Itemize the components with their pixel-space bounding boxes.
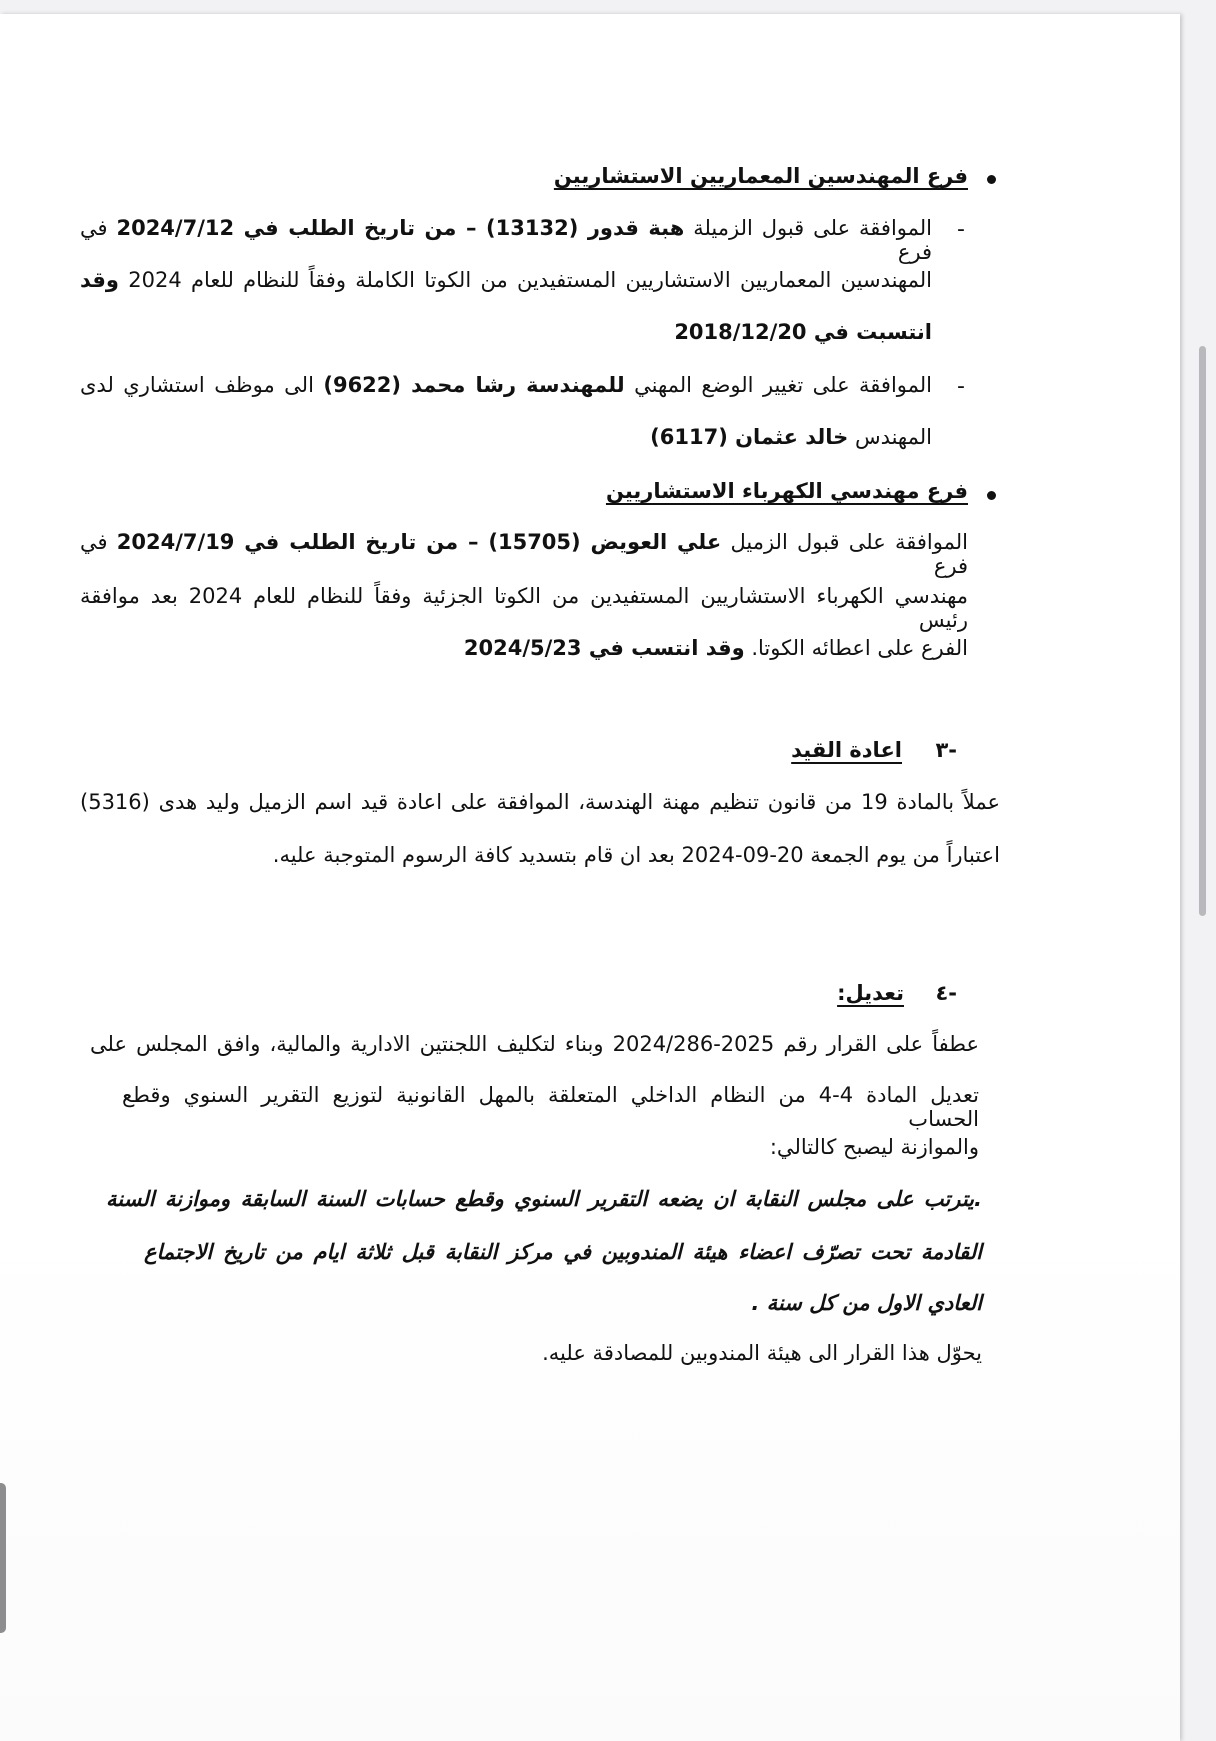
- section-4-line3: والموازنة ليصبح كالتالي:: [769, 1135, 979, 1159]
- arch-item1-line3: انتسبت في 2018/12/20: [674, 320, 932, 344]
- section-4-number: ٤-: [935, 981, 957, 1005]
- dash-icon: -: [957, 374, 965, 399]
- arch-item2-line2: المهندس خالد عثمان (6117): [650, 425, 932, 449]
- section-3-number: ٣-: [935, 738, 957, 762]
- elec-line3: الفرع على اعطائه الكوتا. وقد انتسب في 2024/5/23: [463, 636, 968, 660]
- arch-item1-line1: الموافقة على قبول الزميلة هبة قدور (13132) – من تاريخ الطلب في 2024/7/12 في فرع: [80, 216, 933, 264]
- bullet-icon: [987, 491, 996, 500]
- bullet-icon: [987, 175, 996, 184]
- section-4-line2: تعديل المادة 4-4 من النظام الداخلي المتعلقة بالمهل القانونية لتوزيع التقرير السنوي وقطع الحساب: [122, 1083, 979, 1131]
- elec-line1: الموافقة على قبول الزميل علي العويض (15705) – من تاريخ الطلب في 2024/7/19 في فرع: [80, 530, 968, 578]
- vertical-scrollbar[interactable]: [1199, 346, 1206, 916]
- section-arch-heading: فرع المهندسين المعماريين الاستشاريين: [553, 164, 968, 188]
- section-4-heading: تعديل:: [837, 981, 904, 1005]
- arch-item1-line2: المهندسين المعماريين الاستشاريين المستفيدين من الكوتا الكاملة وفقاً للنظام للعام 2024 وقد: [80, 268, 932, 292]
- dash-icon: -: [957, 217, 965, 242]
- section-4-quote2: القادمة تحت تصرّف اعضاء هيئة المندوبين في مركز النقابة قبل ثلاثة ايام من تاريخ الاجتماع: [144, 1240, 982, 1264]
- section-4-closing: يحوّل هذا القرار الى هيئة المندوبين للمصادقة عليه.: [542, 1341, 982, 1365]
- section-4-line1: عطفاً على القرار رقم 2025-2024/286 وبناء لتكليف اللجنتين الادارية والمالية، وافق المجلس على: [90, 1032, 979, 1056]
- section-4-quote3: العادي الاول من كل سنة .: [751, 1291, 982, 1315]
- section-3-line2: اعتباراً من يوم الجمعة 20-09-2024 بعد ان قام بتسديد كافة الرسوم المتوجبة عليه.: [272, 843, 1000, 867]
- section-4-quote1: .يترتب على مجلس النقابة ان يضعه التقرير السنوي وقطع حسابات السنة السابقة وموازنة السنة: [106, 1187, 982, 1211]
- section-3-heading: اعادة القيد: [791, 738, 902, 762]
- section-3-line1: عملاً بالمادة 19 من قانون تنظيم مهنة الهندسة، الموافقة على اعادة قيد اسم الزميل وليد هدى (5316): [80, 790, 1000, 814]
- arch-item2-line1: الموافقة على تغيير الوضع المهني للمهندسة رشا محمد (9622) الى موظف استشاري لدى: [80, 373, 933, 397]
- section-elec-heading: فرع مهندسي الكهرباء الاستشاريين: [605, 479, 968, 503]
- elec-line2: مهندسي الكهرباء الاستشاريين المستفيدين من الكوتا الجزئية وفقاً للنظام للعام 2024 بعد موافقة رئيس: [80, 584, 968, 632]
